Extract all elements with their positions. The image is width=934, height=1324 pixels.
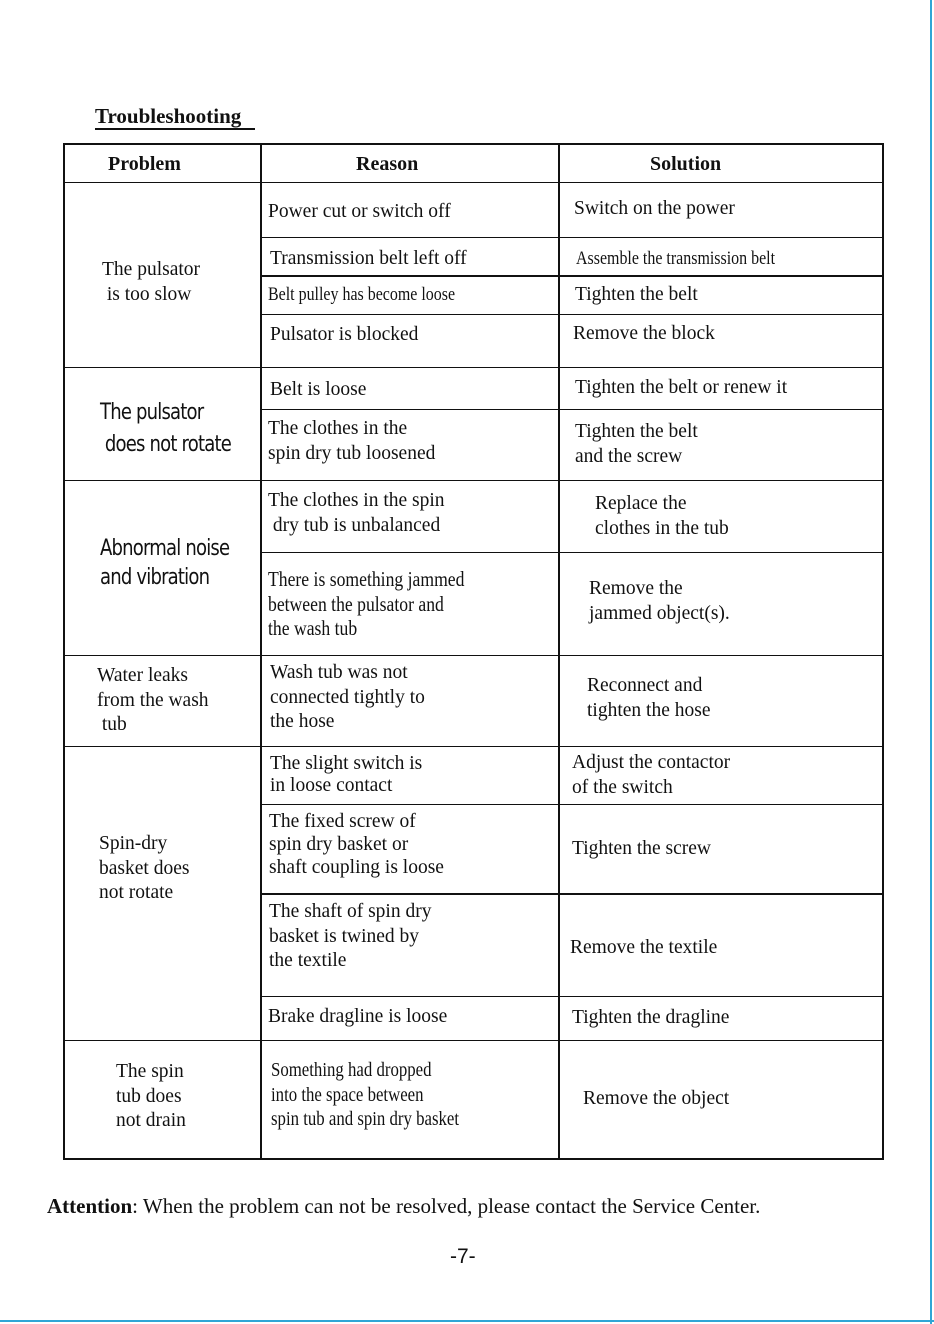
column-divider (558, 143, 560, 1160)
table-border-top (63, 143, 884, 145)
reason-cell: The slight switch is in loose contact (270, 753, 423, 796)
attention-text: : When the problem can not be resolved, please contact the Service Center. (132, 1194, 761, 1218)
problem-cell: The pulsator is too slow (102, 259, 201, 305)
reason-cell: Pulsator is blocked (270, 324, 419, 345)
row-divider (63, 655, 884, 656)
solution-cell: Remove the block (573, 323, 715, 344)
row-divider (260, 237, 884, 238)
problem-cell: Water leaks from the wash tub (97, 665, 209, 735)
reason-cell: The clothes in the spin dry tub loosened (268, 418, 436, 464)
solution-cell: Tighten the dragline (572, 1007, 730, 1028)
solution-cell: Replace the clothes in the tub (595, 493, 729, 539)
attention-note (47, 1193, 760, 1219)
reason-cell: The clothes in the spin dry tub is unbalanced (268, 490, 445, 536)
row-divider (260, 804, 884, 805)
row-divider (63, 746, 884, 747)
solution-cell: Remove the textile (570, 937, 718, 958)
reason-cell: The fixed screw of spin dry basket or shaft coupling is loose (269, 811, 444, 878)
page-title: Troubleshooting (95, 104, 255, 130)
solution-cell: Reconnect and tighten the hose (587, 675, 711, 721)
reason-cell: Transmission belt left off (270, 248, 467, 269)
problem-cell: The pulsator does not rotate (100, 400, 231, 457)
column-divider (260, 143, 262, 1160)
row-divider (63, 1040, 884, 1041)
reason-cell: Brake dragline is loose (268, 1006, 448, 1027)
solution-cell: Assemble the transmission belt (576, 248, 776, 269)
reason-cell: There is something jammed between the pulsator and the wash tub (268, 567, 465, 640)
header-reason: Reason (356, 153, 419, 175)
reason-cell: Power cut or switch off (268, 201, 451, 222)
table-border-bottom (63, 1158, 884, 1160)
solution-cell: Remove the object (583, 1088, 730, 1109)
row-divider (260, 996, 884, 997)
row-divider (63, 182, 884, 183)
row-divider (260, 893, 884, 895)
problem-cell: Spin-dry basket does not rotate (99, 833, 190, 903)
header-solution: Solution (650, 153, 722, 175)
row-divider (260, 275, 884, 277)
solution-cell: Switch on the power (574, 198, 735, 219)
solution-cell: Tighten the screw (572, 838, 712, 859)
solution-cell: Remove the jammed object(s). (589, 578, 730, 624)
reason-cell: The shaft of spin dry basket is twined by the textile (269, 901, 432, 971)
reason-cell: Something had dropped into the space between spin tub and spin dry basket (271, 1059, 460, 1130)
table-border-right (882, 143, 884, 1160)
row-divider (63, 367, 884, 368)
row-divider (260, 314, 884, 315)
row-divider (260, 552, 884, 553)
solution-cell: Tighten the belt or renew it (575, 377, 788, 398)
row-divider (260, 409, 884, 410)
attention-label: Attention (47, 1194, 133, 1218)
problem-cell: The spin tub does not drain (116, 1061, 186, 1131)
reason-cell: Belt is loose (270, 379, 367, 400)
reason-cell: Belt pulley has become loose (268, 284, 456, 305)
solution-cell: Adjust the contactor of the switch (572, 752, 731, 798)
reason-cell: Wash tub was not connected tightly to the hose (270, 662, 425, 732)
solution-cell: Tighten the belt and the screw (575, 421, 698, 467)
row-divider (63, 480, 884, 481)
page-number: -7- (450, 1245, 476, 1268)
problem-cell: Abnormal noise and vibration (100, 536, 230, 590)
solution-cell: Tighten the belt (575, 284, 698, 305)
table-border-left (63, 143, 65, 1160)
header-problem: Problem (108, 153, 181, 175)
